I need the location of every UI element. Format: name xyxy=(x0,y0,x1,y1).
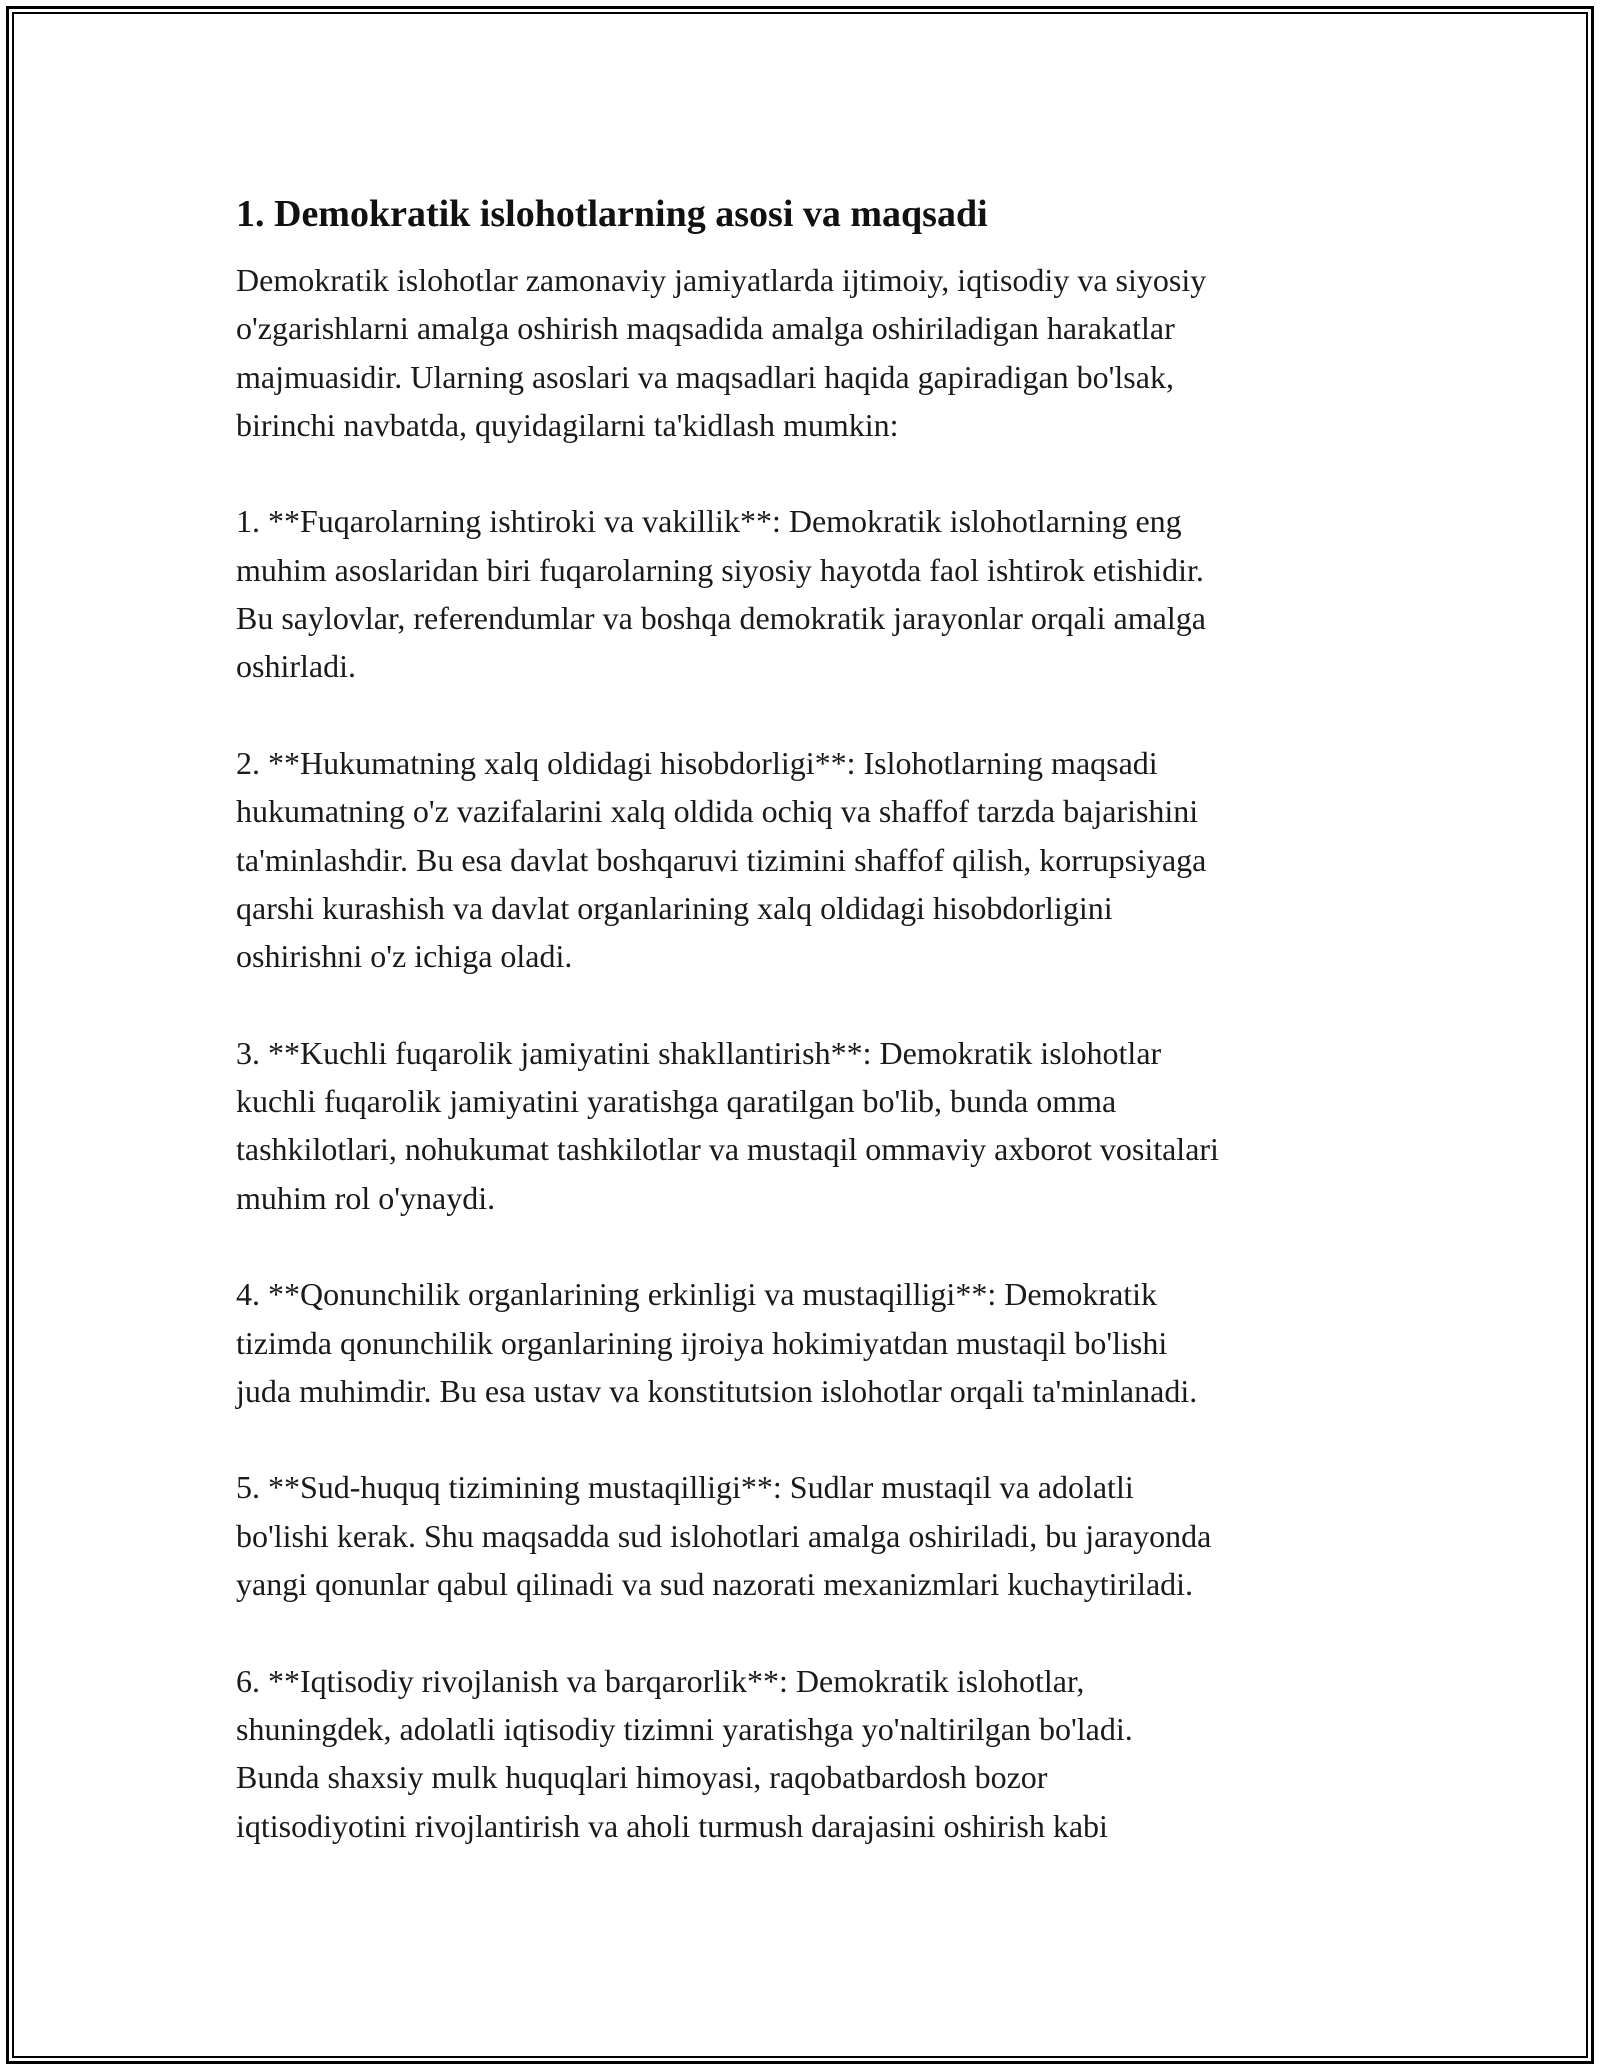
list-item-1-paragraph: 1. **Fuqarolarning ishtiroki va vakillik**: Demokratik islohotlarning eng muhim asoslaridan biri fuqarolarning siyosiy hayotda faol ishtirok etishidir. Bu saylovlar, referendumlar va boshqa demokratik jarayonlar orqali amalga oshirladi. xyxy=(236,503,1206,685)
list-item-6-paragraph: 6. **Iqtisodiy rivojlanish va barqarorlik**: Demokratik islohotlar, shuningdek, adolatli iqtisodiy tizimni yaratishga yo'naltirilgan bo'ladi. Bunda shaxsiy mulk huquqlari himoyasi, raqobatbardosh bozor iqtisodiyotini rivojlantirish va aholi turmush darajasini oshirish kabi xyxy=(236,1662,1133,1844)
list-item-5-paragraph: 5. **Sud-huquq tizimining mustaqilligi**: Sudlar mustaqil va adolatli bo'lishi kerak. Shu maqsadda sud islohotlari amalga oshiriladi, bu jarayonda yangi qonunlar qabul qilinadi va sud nazorati mexanizmlari kuchaytiriladi. xyxy=(236,1469,1212,1603)
section-heading: 1. Demokratik islohotlarning asosi va maqsadi xyxy=(236,193,988,235)
list-item-3-paragraph: 3. **Kuchli fuqarolik jamiyatini shakllantirish**: Demokratik islohotlar kuchli fuqarolik jamiyatini yaratishga qaratilgan bo'lib, bunda omma tashkilotlari, nohukumat tashkilotlar va mustaqil ommaviy axborot vositalari muhim rol o'ynaydi. xyxy=(236,1034,1219,1216)
list-item-4-paragraph: 4. **Qonunchilik organlarining erkinligi va mustaqilligi**: Demokratik tizimda qonunchilik organlarining ijroiya hokimiyatdan mustaqil bo'lishi juda muhimdir. Bu esa ustav va konstitutsion islohotlar orqali ta'minlanadi. xyxy=(236,1276,1198,1409)
list-item-2-paragraph: 2. **Hukumatning xalq oldidagi hisobdorligi**: Islohotlarning maqsadi hukumatning o'z vazifalarini xalq oldida ochiq va shaffof tarzda bajarishini ta'minlashdir. Bu esa davlat boshqaruvi tizimini shaffof qilish, korrupsiyaga qarshi kurashish va davlat organlarining xalq oldidagi hisobdorligini oshirishni o'z ichiga oladi. xyxy=(236,744,1207,975)
document-body xyxy=(236,186,1366,1898)
intro-paragraph: Demokratik islohotlar zamonaviy jamiyatlarda ijtimoiy, iqtisodiy va siyosiy o'zgarishlarni amalga oshirish maqsadida amalga oshiriladigan harakatlar majmuasidir. Ularning asoslari va maqsadlari haqida gapiradigan bo'lsak, birinchi navbatda, quyidagilarni ta'kidlash mumkin: xyxy=(236,262,1207,443)
